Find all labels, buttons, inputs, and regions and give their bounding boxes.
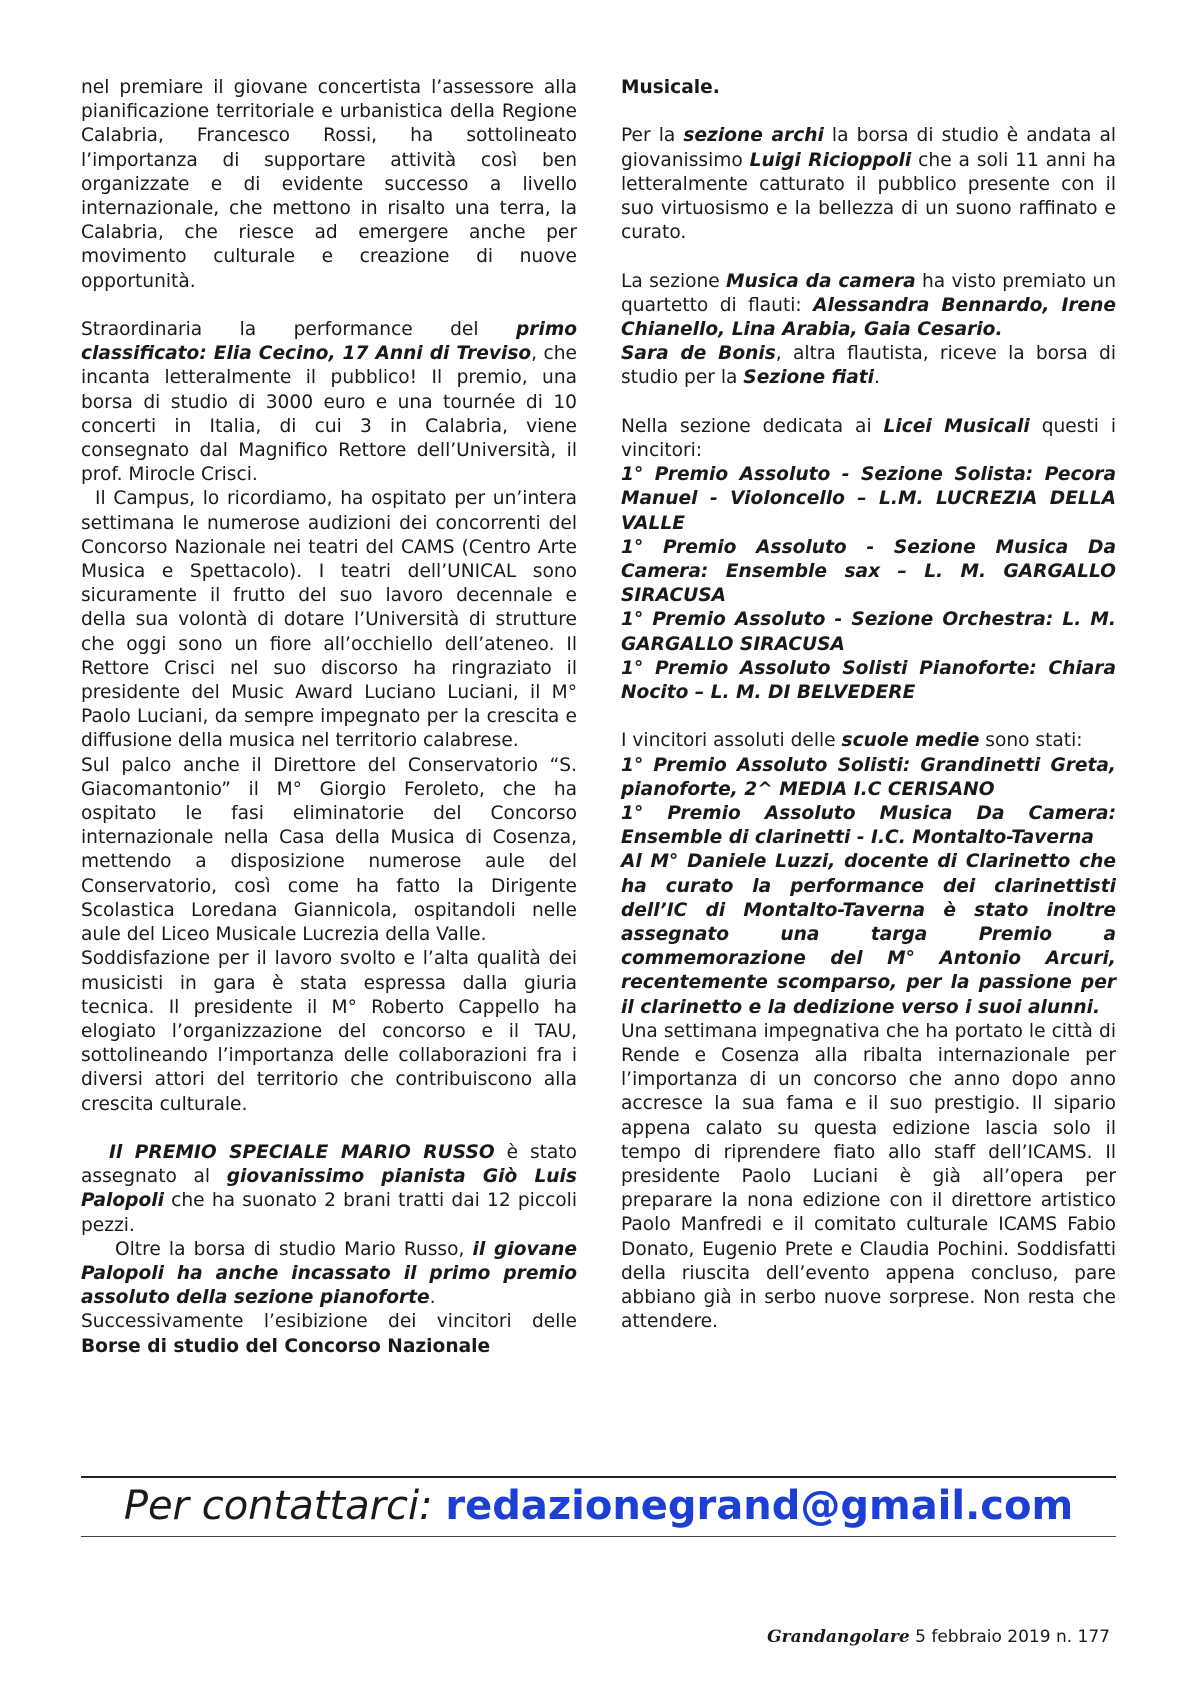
- text-run: La sezione: [621, 270, 727, 292]
- section-name: Musica da camera: [726, 270, 916, 292]
- page-footer: [767, 1626, 1110, 1648]
- text-run: .: [874, 367, 880, 389]
- prize-entry: 1° Premio Assoluto - Sezione Orchestra: L. M. GARGALLO SIRACUSA: [621, 609, 1116, 655]
- paragraph-conservatorio: Sul palco anche il Direttore del Conservatorio “S. Giacomantonio” il M° Giorgio Feroleto, che ha ospitato le fasi eliminatorie del Concorso internazionale nella Casa della Musica di Cosenza, mettendo a disposizione numerose aule del Conservatorio, così come ha fatto la Dirigente Scolastica Loredana Giannicola, ospitandoli nelle aule del Liceo Musicale Lucrezia della Valle.: [81, 754, 577, 946]
- section-name: Sezione fiati: [743, 367, 875, 389]
- contact-email-link[interactable]: redazionegrand@gmail.com: [445, 1483, 1074, 1529]
- text-run: I vincitori assoluti delle: [621, 730, 842, 752]
- paragraph-sezione-archi: [621, 124, 1116, 245]
- paragraph-scuole-medie: [621, 729, 1116, 753]
- bold-text: Musicale.: [621, 77, 720, 98]
- text-run: la borsa di studio è andata al giovanissimo: [621, 125, 1117, 171]
- text-run: ha visto premiato un quartetto di flauti:: [621, 270, 1117, 316]
- section-name: sezione archi: [683, 125, 824, 147]
- text-run: , altra flautista, riceve la borsa di studio per la: [621, 343, 1116, 389]
- text-run: , che incanta letteralmente il pubblico! Il premio, una borsa di studio di 3000 euro e una tournée di 10 concerti in Italia, di cui 3 in Calabria, viene consegnato dal Magnifico Rettore dell’Università, il prof. Mirocle Crisci.: [81, 343, 577, 486]
- paragraph-soddisfazione: Soddisfazione per il lavoro svolto e l’alta qualità dei musicisti in gara è stata espressa dalla giuria tecnica. Il presidente il M° Roberto Cappello ha elogiato l’organizzazione del concorso e il TAU, sottolineando l’importanza delle collaborazioni fra i diversi attori del territorio che contribuiscono alla crescita culturale.: [81, 948, 577, 1115]
- paragraph-musica-da-camera: [621, 270, 1116, 343]
- winner-name: giovanissimo pianista Giò Luis Palopoli: [81, 1166, 577, 1212]
- paragraph-primo-classificato: [81, 318, 577, 487]
- paragraph-luzzi: Al M° Daniele Luzzi, docente di Clarinetto che ha curato la performance dei clarinettisti dell’IC di Montalto-Taverna è stato inoltre assegnato una targa Premio a commemorazione del M° Antonio Arcuri, recentemente scomparso, per la passione per il clarinetto e la dedizione verso i suoi alunni.: [621, 851, 1116, 1018]
- left-column: [81, 76, 577, 1359]
- text-run: che a soli 11 anni ha letteralmente catturato il pubblico presente con il suo virtuosismo e la bellezza di un suono raffinato e curato.: [621, 149, 1116, 244]
- prize-entry: 1° Premio Assoluto Solisti: Grandinetti Greta, pianoforte, 2^ MEDIA I.C CERISANO: [621, 754, 1116, 800]
- right-column: [621, 76, 1116, 1335]
- text-run: questi i vincitori:: [621, 415, 1116, 461]
- paragraph-palopoli: [81, 1238, 577, 1311]
- text-run: .: [429, 1287, 436, 1309]
- section-name: scuole medie: [841, 730, 980, 752]
- winner-name: Luigi Ricioppoli: [749, 149, 912, 171]
- text-run: Straordinaria la performance del: [81, 319, 516, 341]
- contact-banner: [81, 1478, 1116, 1534]
- text-run: è stato assegnato al: [81, 1141, 577, 1188]
- text-run: Successivamente l’esibizione dei vincitori delle: [81, 1311, 577, 1333]
- publication-name: Grandangolare: [767, 1627, 910, 1647]
- divider-bottom: [81, 1536, 1116, 1537]
- prize-title: Il PREMIO SPECIALE MARIO RUSSO: [109, 1141, 495, 1163]
- paragraph-musicale: [621, 76, 1116, 100]
- paragraph-premio-speciale: [81, 1141, 577, 1238]
- highlight-text: il giovane Palopoli ha anche incassato il primo premio assoluto della sezione pianoforte: [81, 1238, 577, 1309]
- winner-name: Sara de Bonis: [621, 343, 776, 365]
- text-run: che ha suonato 2 brani tratti dai 12 piccoli pezzi.: [81, 1190, 577, 1236]
- text-run: sono stati:: [979, 730, 1083, 752]
- section-name: Licei Musicali: [883, 415, 1030, 437]
- prize-entry: 1° Premio Assoluto Solisti Pianoforte: Chiara Nocito – L. M. DI BELVEDERE: [621, 657, 1116, 704]
- prize-entry: 1° Premio Assoluto Musica Da Camera: Ensemble di clarinetti - I.C. Montalto-Taverna: [621, 803, 1116, 849]
- paragraph-conclusione: Una settimana impegnativa che ha portato le città di Rende e Cosenza alla ribalta internazionale per l’importanza di un concorso che anno dopo anno accresce la sua fama e il suo prestigio. Il sipario appena calato su questa edizione lascia solo il tempo di riprendere fiato allo staff dell’ICAMS. Il presidente Paolo Luciani è già all’opera per preparare la nona edizione con il direttore artistico Paolo Manfredi e il comitato culturale ICAMS Fabio Donato, Eugenio Prete e Claudia Pochini. Soddisfatti della riuscita dell’evento appena concluso, pare abbiano già in serbo nuove sorprese. Non resta che attendere.: [621, 1020, 1116, 1333]
- prize-entry: 1° Premio Assoluto - Sezione Solista: Pecora Manuel - Violoncello – L.M. LUCREZIA DELLA VALLE: [621, 464, 1116, 534]
- paragraph-borse-di-studio: [81, 1310, 577, 1358]
- text-run: Per la: [621, 125, 684, 147]
- paragraph-campus: Il Campus, lo ricordiamo, ha ospitato per un’intera settimana le numerose audizioni dei concorrenti del Concorso Nazionale nei teatri del CAMS (Centro Arte Musica e Spettacolo). I teatri dell’UNICAL sono sicuramente il frutto del suo lavoro decennale e della sua volontà di dotare l’Università di strutture che oggi sono un fiore all’occhiello dell’ateneo. Il Rettore Crisci nel suo discorso ha ringraziato il presidente del Music Award Luciano Luciani, il M° Paolo Luciani, da sempre impegnato per la crescita e diffusione della musica nel territorio calabrese.: [81, 488, 577, 752]
- winner-name: primo classificato: Elia Cecino, 17 Anni di Treviso: [81, 319, 577, 365]
- text-run: Oltre la borsa di studio Mario Russo,: [115, 1238, 473, 1260]
- contact-label: Per contattarci:: [123, 1483, 433, 1529]
- prize-entry: 1° Premio Assoluto - Sezione Musica Da Camera: Ensemble sax – L. M. GARGALLO SIRACUSA: [621, 536, 1116, 607]
- paragraph-assessore: nel premiare il giovane concertista l’assessore alla pianificazione territoriale e urbanistica della Regione Calabria, Francesco Rossi, ha sottolineato l’importanza di supportare attività così ben organizzate e di evidente successo a livello internazionale, che mettono in risalto una terra, la Calabria, che riesce ad emergere anche per movimento culturale e creazione di nuove opportunità.: [81, 77, 577, 292]
- paragraph-licei-musicali: [621, 415, 1116, 463]
- winner-names: Alessandra Bennardo, Irene Chianello, Lina Arabia, Gaia Cesario.: [621, 294, 1117, 340]
- issue-info: 5 febbraio 2019 n. 177: [915, 1627, 1110, 1647]
- bold-text: Borse di studio del Concorso Nazionale: [81, 1335, 491, 1357]
- paragraph-sara-de-bonis: [621, 342, 1116, 390]
- text-run: Nella sezione dedicata ai: [621, 415, 884, 437]
